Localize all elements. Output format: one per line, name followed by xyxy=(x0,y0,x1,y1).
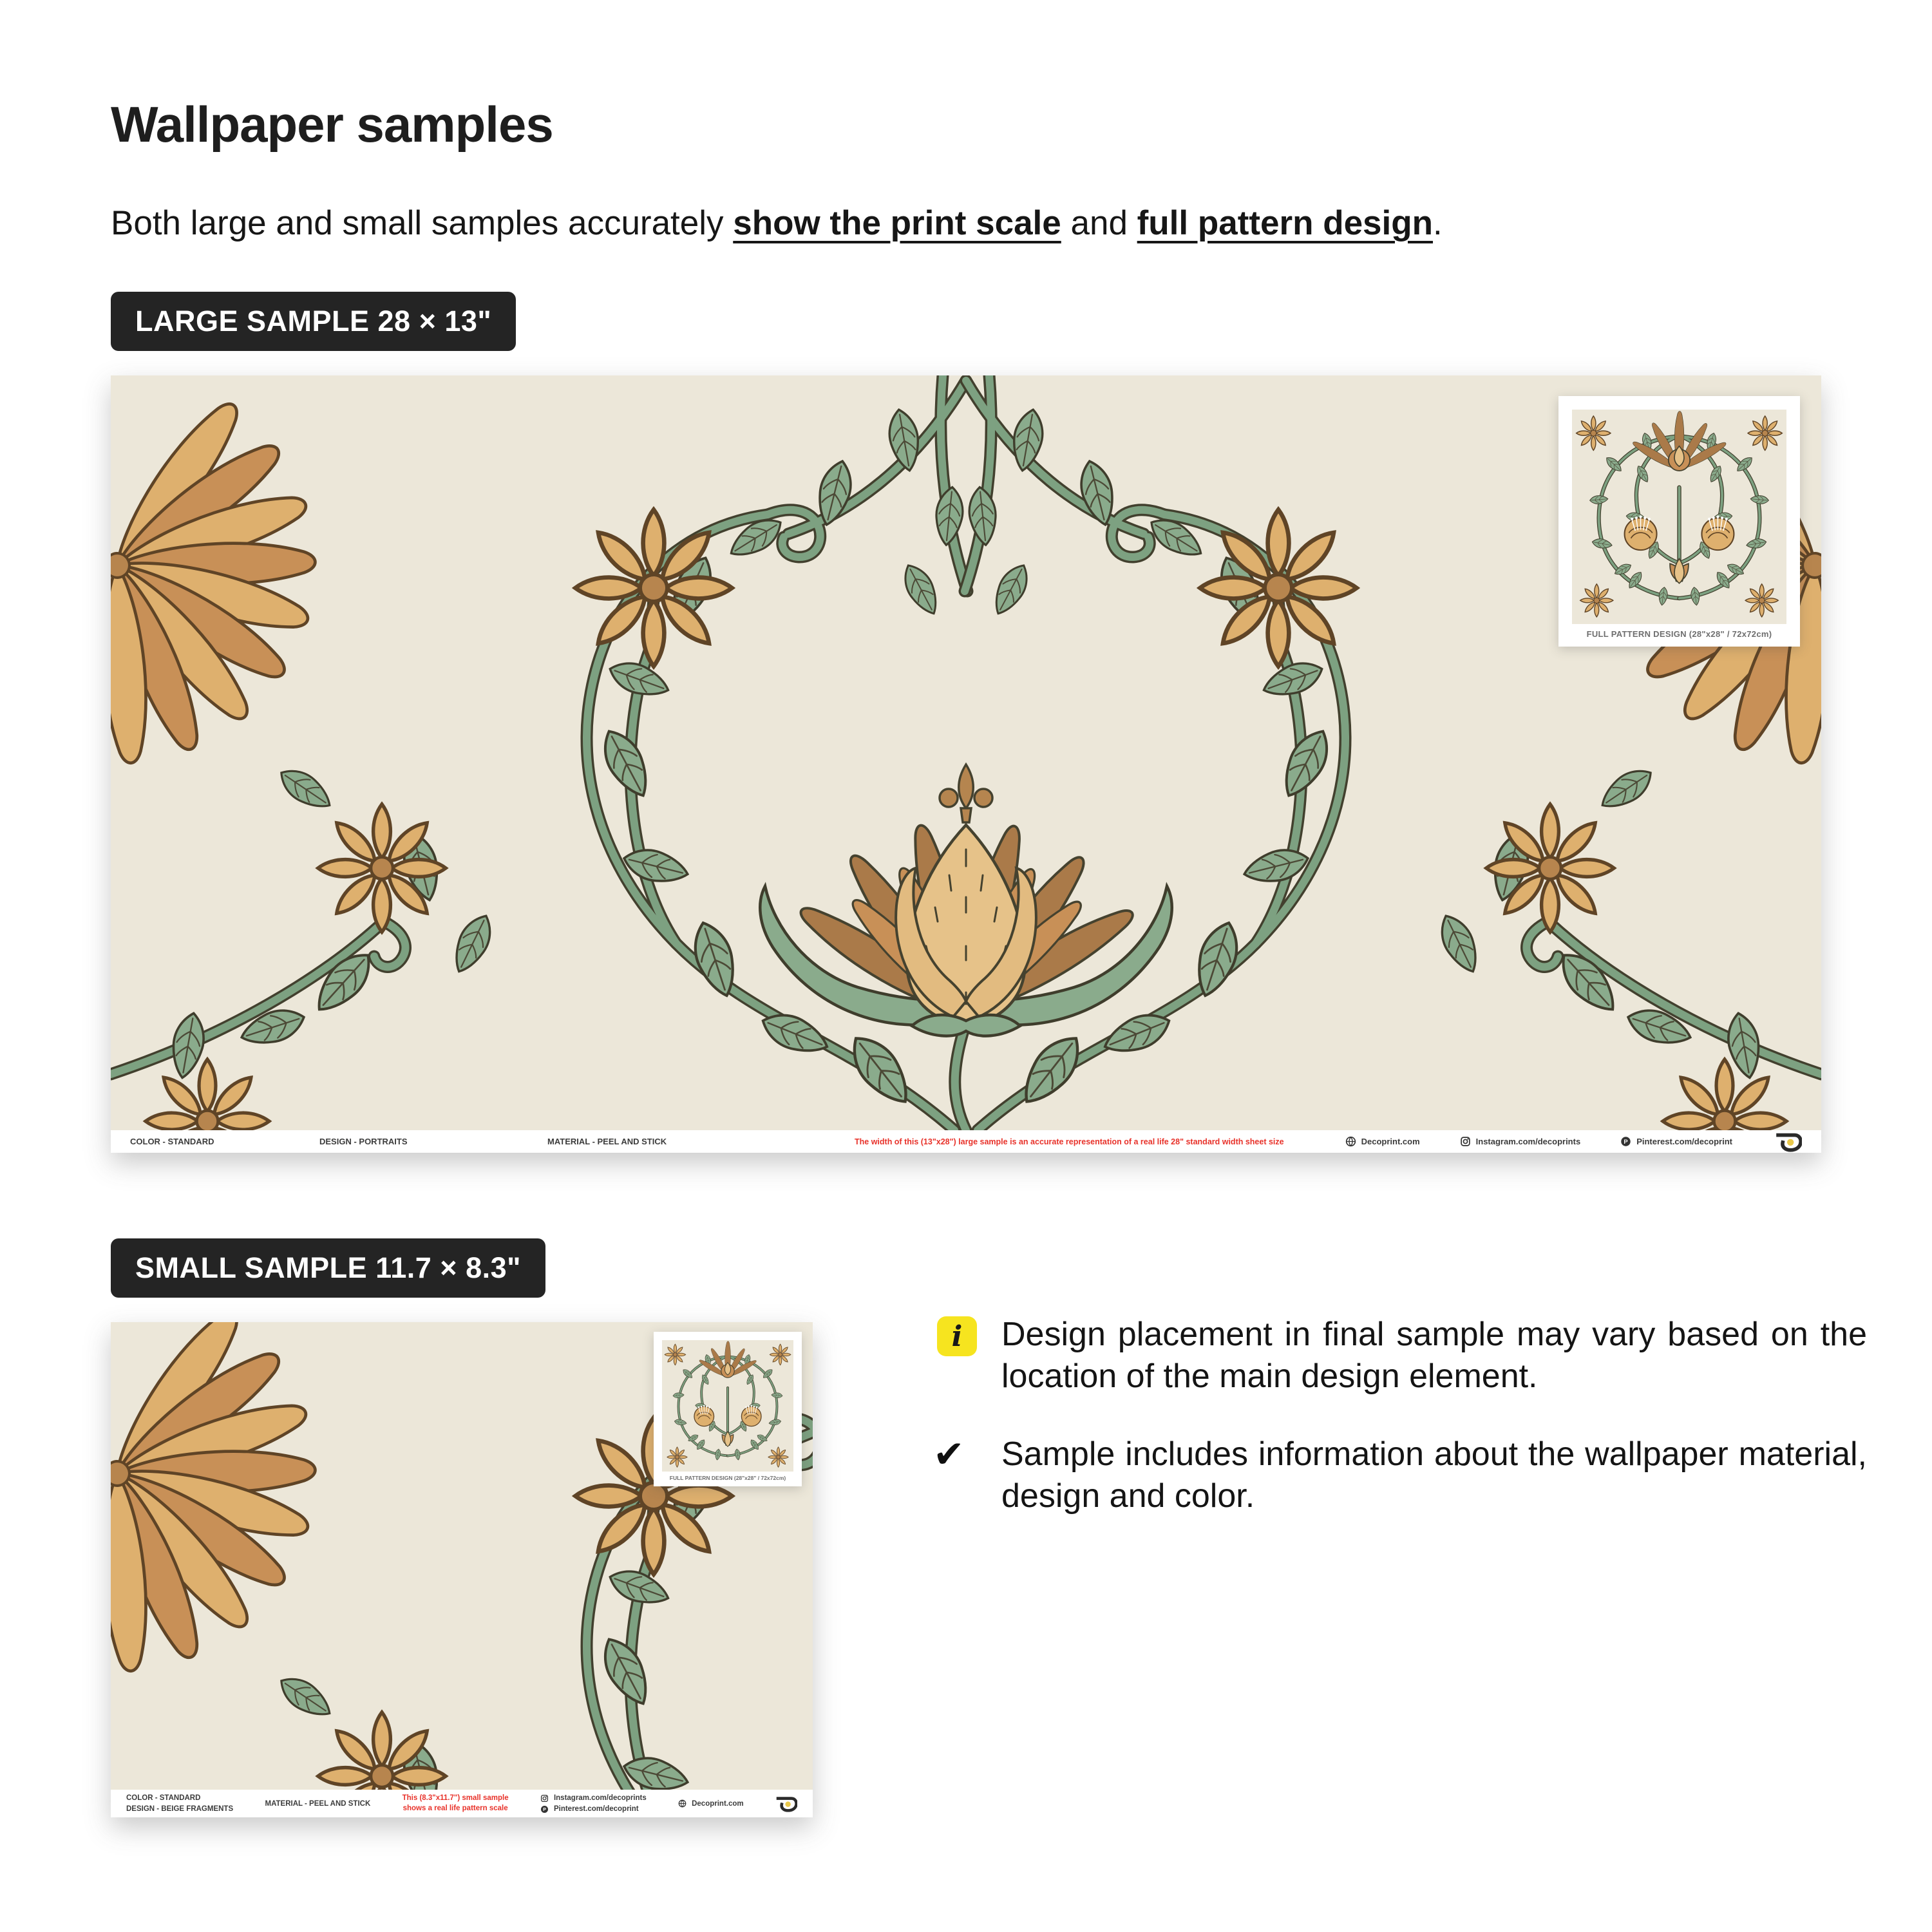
pinterest-icon xyxy=(540,1805,549,1814)
website-label: Decoprint.com xyxy=(692,1799,744,1808)
subtitle-text: Both large and small samples accurately xyxy=(111,204,734,242)
design-placement-note xyxy=(937,1314,1867,1397)
globe-icon xyxy=(678,1799,687,1808)
large-sample-image xyxy=(111,375,1821,1153)
pinterest-link xyxy=(540,1804,647,1814)
design-label: DESIGN - BEIGE FRAGMENTS xyxy=(126,1805,234,1813)
large-inset-thumbnail xyxy=(1558,396,1800,647)
large-inset-caption: FULL PATTERN DESIGN (28"x28" / 72x72cm) xyxy=(1586,629,1772,639)
note-text: Sample includes information about the wallpaper material, design and color. xyxy=(1001,1435,1867,1515)
subtitle-text: . xyxy=(1433,204,1443,242)
instagram-icon xyxy=(540,1794,549,1803)
note-line-1: This (8.3"x11.7") small sample xyxy=(402,1794,509,1802)
website-link xyxy=(678,1799,744,1808)
check-icon: ✔ xyxy=(933,1434,965,1475)
color-design-labels xyxy=(126,1793,233,1814)
design-label: DESIGN - PORTRAITS xyxy=(319,1137,408,1146)
instagram-icon xyxy=(1460,1136,1471,1147)
pinterest-link xyxy=(1620,1136,1732,1147)
subtitle-text: and xyxy=(1061,204,1137,242)
material-label: MATERIAL - PEEL AND STICK xyxy=(265,1799,371,1808)
subtitle-emphasis-print-scale: show the print scale xyxy=(733,204,1061,242)
full-pattern-thumbnail xyxy=(1572,410,1786,624)
large-sample-info-strip xyxy=(111,1130,1821,1153)
material-label: MATERIAL - PEEL AND STICK xyxy=(547,1137,667,1146)
small-sample-badge: SMALL SAMPLE 11.7 × 8.3" xyxy=(111,1238,545,1298)
website-label: Decoprint.com xyxy=(1361,1137,1420,1146)
instagram-link xyxy=(1460,1136,1581,1147)
pinterest-label: Pinterest.com/decoprint xyxy=(1636,1137,1732,1146)
page-subtitle xyxy=(111,204,1443,243)
instagram-label: Instagram.com/decoprints xyxy=(1475,1137,1581,1146)
small-inset-thumbnail xyxy=(654,1332,802,1486)
note-text: Design placement in final sample may vary based on the location of the main design element. xyxy=(1001,1316,1867,1395)
instagram-link xyxy=(540,1793,647,1803)
small-sample-image xyxy=(111,1322,813,1817)
small-inset-caption: FULL PATTERN DESIGN (28"x28" / 72x72cm) xyxy=(669,1475,786,1481)
instagram-label: Instagram.com/decoprints xyxy=(553,1794,647,1802)
color-label: COLOR - STANDARD xyxy=(130,1137,214,1146)
info-icon: i xyxy=(937,1316,977,1356)
subtitle-emphasis-pattern-design: full pattern design xyxy=(1137,204,1434,242)
large-sample-badge: LARGE SAMPLE 28 × 13" xyxy=(111,292,516,351)
sample-info-note xyxy=(933,1434,1867,1517)
note-line-2: shows a real life pattern scale xyxy=(402,1804,508,1812)
globe-icon xyxy=(1345,1136,1356,1147)
website-link xyxy=(1345,1136,1420,1147)
page-title: Wallpaper samples xyxy=(111,96,553,153)
social-links xyxy=(540,1793,647,1814)
brand-logo-icon xyxy=(1775,1132,1802,1152)
pinterest-icon xyxy=(1620,1136,1631,1147)
sample-scale-note: The width of this (13"x28") large sample is an accurate representation of a real life 28" standard width sheet size xyxy=(855,1137,1284,1146)
full-pattern-thumbnail xyxy=(662,1340,793,1472)
brand-logo-icon xyxy=(775,1795,797,1812)
pinterest-label: Pinterest.com/decoprint xyxy=(553,1805,639,1813)
color-label: COLOR - STANDARD xyxy=(126,1794,201,1802)
sample-scale-note xyxy=(402,1794,509,1814)
small-sample-info-strip xyxy=(111,1790,813,1817)
